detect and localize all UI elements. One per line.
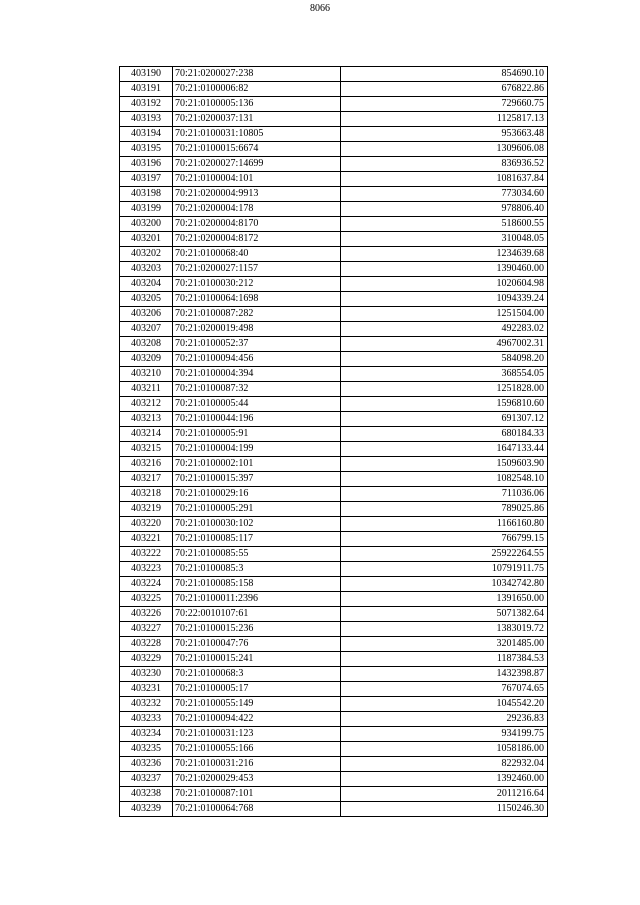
cadastral-code-cell: 70:21:0100055:149 — [173, 697, 341, 712]
table-row — [120, 112, 548, 127]
value-cell: 1392460.00 — [341, 772, 548, 787]
table-row — [120, 352, 548, 367]
value-cell: 29236.83 — [341, 712, 548, 727]
row-id-cell: 403200 — [120, 217, 173, 232]
table-row — [120, 232, 548, 247]
row-id-cell: 403219 — [120, 502, 173, 517]
table-body — [120, 67, 548, 817]
cadastral-code-cell: 70:21:0100085:3 — [173, 562, 341, 577]
row-id-cell: 403202 — [120, 247, 173, 262]
cadastral-code-cell: 70:21:0200004:8172 — [173, 232, 341, 247]
row-id-cell: 403227 — [120, 622, 173, 637]
table-row — [120, 697, 548, 712]
value-cell: 676822.86 — [341, 82, 548, 97]
cadastral-code-cell: 70:21:0200004:9913 — [173, 187, 341, 202]
value-cell: 978806.40 — [341, 202, 548, 217]
row-id-cell: 403192 — [120, 97, 173, 112]
row-id-cell: 403213 — [120, 412, 173, 427]
value-cell: 4967002.31 — [341, 337, 548, 352]
value-cell: 789025.86 — [341, 502, 548, 517]
value-cell: 1166160.80 — [341, 517, 548, 532]
table-row — [120, 292, 548, 307]
row-id-cell: 403236 — [120, 757, 173, 772]
table-row — [120, 277, 548, 292]
table-row — [120, 307, 548, 322]
row-id-cell: 403199 — [120, 202, 173, 217]
value-cell: 1509603.90 — [341, 457, 548, 472]
table-row — [120, 727, 548, 742]
table-row — [120, 577, 548, 592]
row-id-cell: 403209 — [120, 352, 173, 367]
cadastral-code-cell: 70:21:0100064:768 — [173, 802, 341, 817]
row-id-cell: 403225 — [120, 592, 173, 607]
row-id-cell: 403231 — [120, 682, 173, 697]
table-row — [120, 562, 548, 577]
value-cell: 10342742.80 — [341, 577, 548, 592]
table-row — [120, 532, 548, 547]
cadastral-code-cell: 70:21:0100005:17 — [173, 682, 341, 697]
value-cell: 492283.02 — [341, 322, 548, 337]
row-id-cell: 403217 — [120, 472, 173, 487]
table-row — [120, 682, 548, 697]
table-row — [120, 322, 548, 337]
table-row — [120, 67, 548, 82]
value-cell: 518600.55 — [341, 217, 548, 232]
cadastral-code-cell: 70:21:0200027:14699 — [173, 157, 341, 172]
cadastral-code-cell: 70:21:0100094:422 — [173, 712, 341, 727]
table-row — [120, 472, 548, 487]
cadastral-code-cell: 70:21:0100011:2396 — [173, 592, 341, 607]
row-id-cell: 403224 — [120, 577, 173, 592]
row-id-cell: 403222 — [120, 547, 173, 562]
value-cell: 1020604.98 — [341, 277, 548, 292]
value-cell: 1251504.00 — [341, 307, 548, 322]
cadastral-code-cell: 70:21:0100015:241 — [173, 652, 341, 667]
row-id-cell: 403206 — [120, 307, 173, 322]
table-row — [120, 787, 548, 802]
row-id-cell: 403203 — [120, 262, 173, 277]
row-id-cell: 403212 — [120, 397, 173, 412]
cadastral-code-cell: 70:21:0100031:123 — [173, 727, 341, 742]
cadastral-code-cell: 70:21:0100087:32 — [173, 382, 341, 397]
table-row — [120, 622, 548, 637]
value-cell: 1234639.68 — [341, 247, 548, 262]
row-id-cell: 403233 — [120, 712, 173, 727]
value-cell: 3201485.00 — [341, 637, 548, 652]
row-id-cell: 403221 — [120, 532, 173, 547]
row-id-cell: 403195 — [120, 142, 173, 157]
value-cell: 1094339.24 — [341, 292, 548, 307]
value-cell: 1432398.87 — [341, 667, 548, 682]
table-row — [120, 337, 548, 352]
row-id-cell: 403237 — [120, 772, 173, 787]
table-row — [120, 247, 548, 262]
cadastral-code-cell: 70:21:0100004:394 — [173, 367, 341, 382]
table-row — [120, 772, 548, 787]
cadastral-code-cell: 70:21:0100030:212 — [173, 277, 341, 292]
row-id-cell: 403226 — [120, 607, 173, 622]
table-row — [120, 667, 548, 682]
cadastral-code-cell: 70:21:0100085:158 — [173, 577, 341, 592]
cadastral-code-cell: 70:21:0100031:10805 — [173, 127, 341, 142]
cadastral-code-cell: 70:21:0100094:456 — [173, 352, 341, 367]
value-cell: 584098.20 — [341, 352, 548, 367]
cadastral-code-cell: 70:21:0100015:6674 — [173, 142, 341, 157]
page-number: 8066 — [310, 3, 330, 14]
value-cell: 368554.05 — [341, 367, 548, 382]
row-id-cell: 403197 — [120, 172, 173, 187]
table-row — [120, 757, 548, 772]
row-id-cell: 403208 — [120, 337, 173, 352]
table-row — [120, 157, 548, 172]
value-cell: 1251828.00 — [341, 382, 548, 397]
table-row — [120, 442, 548, 457]
cadastral-code-cell: 70:21:0200029:453 — [173, 772, 341, 787]
cadastral-code-cell: 70:21:0100005:44 — [173, 397, 341, 412]
table-row — [120, 142, 548, 157]
row-id-cell: 403223 — [120, 562, 173, 577]
cadastral-code-cell: 70:21:0100068:3 — [173, 667, 341, 682]
table-row — [120, 262, 548, 277]
value-cell: 1058186.00 — [341, 742, 548, 757]
value-cell: 1081637.84 — [341, 172, 548, 187]
table-row — [120, 652, 548, 667]
value-cell: 822932.04 — [341, 757, 548, 772]
value-cell: 766799.15 — [341, 532, 548, 547]
row-id-cell: 403235 — [120, 742, 173, 757]
table-row — [120, 367, 548, 382]
row-id-cell: 403234 — [120, 727, 173, 742]
row-id-cell: 403214 — [120, 427, 173, 442]
value-cell: 711036.06 — [341, 487, 548, 502]
cadastral-code-cell: 70:21:0100004:199 — [173, 442, 341, 457]
value-cell: 767074.65 — [341, 682, 548, 697]
table-row — [120, 97, 548, 112]
value-cell: 1150246.30 — [341, 802, 548, 817]
cadastral-code-cell: 70:21:0100047:76 — [173, 637, 341, 652]
value-cell: 953663.48 — [341, 127, 548, 142]
cadastral-code-cell: 70:21:0100087:282 — [173, 307, 341, 322]
row-id-cell: 403211 — [120, 382, 173, 397]
value-cell: 1082548.10 — [341, 472, 548, 487]
table-row — [120, 592, 548, 607]
row-id-cell: 403220 — [120, 517, 173, 532]
cadastral-code-cell: 70:21:0100006:82 — [173, 82, 341, 97]
table-row — [120, 502, 548, 517]
value-cell: 1647133.44 — [341, 442, 548, 457]
cadastral-code-cell: 70:21:0200004:8170 — [173, 217, 341, 232]
cadastral-code-cell: 70:21:0200004:178 — [173, 202, 341, 217]
value-cell: 729660.75 — [341, 97, 548, 112]
row-id-cell: 403198 — [120, 187, 173, 202]
row-id-cell: 403193 — [120, 112, 173, 127]
cadastral-code-cell: 70:21:0100030:102 — [173, 517, 341, 532]
table-row — [120, 172, 548, 187]
row-id-cell: 403228 — [120, 637, 173, 652]
cadastral-code-cell: 70:21:0200027:238 — [173, 67, 341, 82]
cadastral-code-cell: 70:21:0100005:91 — [173, 427, 341, 442]
table-row — [120, 742, 548, 757]
cadastral-code-cell: 70:21:0200037:131 — [173, 112, 341, 127]
cadastral-code-cell: 70:22:0010107:61 — [173, 607, 341, 622]
data-table — [119, 66, 548, 817]
row-id-cell: 403232 — [120, 697, 173, 712]
row-id-cell: 403194 — [120, 127, 173, 142]
row-id-cell: 403191 — [120, 82, 173, 97]
cadastral-code-cell: 70:21:0100029:16 — [173, 487, 341, 502]
cadastral-code-cell: 70:21:0100068:40 — [173, 247, 341, 262]
cadastral-code-cell: 70:21:0100055:166 — [173, 742, 341, 757]
table-row — [120, 517, 548, 532]
value-cell: 310048.05 — [341, 232, 548, 247]
value-cell: 680184.33 — [341, 427, 548, 442]
value-cell: 836936.52 — [341, 157, 548, 172]
value-cell: 1390460.00 — [341, 262, 548, 277]
cadastral-code-cell: 70:21:0100002:101 — [173, 457, 341, 472]
value-cell: 1187384.53 — [341, 652, 548, 667]
cadastral-code-cell: 70:21:0100087:101 — [173, 787, 341, 802]
row-id-cell: 403216 — [120, 457, 173, 472]
cadastral-code-cell: 70:21:0100015:397 — [173, 472, 341, 487]
row-id-cell: 403210 — [120, 367, 173, 382]
value-cell: 1596810.60 — [341, 397, 548, 412]
row-id-cell: 403201 — [120, 232, 173, 247]
table-row — [120, 382, 548, 397]
table-row — [120, 397, 548, 412]
value-cell: 854690.10 — [341, 67, 548, 82]
value-cell: 934199.75 — [341, 727, 548, 742]
row-id-cell: 403190 — [120, 67, 173, 82]
row-id-cell: 403205 — [120, 292, 173, 307]
value-cell: 1391650.00 — [341, 592, 548, 607]
cadastral-code-cell: 70:21:0200019:498 — [173, 322, 341, 337]
table-row — [120, 187, 548, 202]
cadastral-code-cell: 70:21:0100015:236 — [173, 622, 341, 637]
cadastral-code-cell: 70:21:0200027:1157 — [173, 262, 341, 277]
cadastral-code-cell: 70:21:0100031:216 — [173, 757, 341, 772]
cadastral-code-cell: 70:21:0100064:1698 — [173, 292, 341, 307]
value-cell: 5071382.64 — [341, 607, 548, 622]
cadastral-code-cell: 70:21:0100085:55 — [173, 547, 341, 562]
row-id-cell: 403196 — [120, 157, 173, 172]
table-row — [120, 82, 548, 97]
cadastral-code-cell: 70:21:0100085:117 — [173, 532, 341, 547]
value-cell: 1383019.72 — [341, 622, 548, 637]
table-row — [120, 637, 548, 652]
table-row — [120, 487, 548, 502]
cadastral-code-cell: 70:21:0100044:196 — [173, 412, 341, 427]
table-row — [120, 217, 548, 232]
value-cell: 1045542.20 — [341, 697, 548, 712]
cadastral-code-cell: 70:21:0100005:291 — [173, 502, 341, 517]
value-cell: 773034.60 — [341, 187, 548, 202]
cadastral-code-cell: 70:21:0100004:101 — [173, 172, 341, 187]
table-row — [120, 412, 548, 427]
value-cell: 1309606.08 — [341, 142, 548, 157]
value-cell: 1125817.13 — [341, 112, 548, 127]
row-id-cell: 403218 — [120, 487, 173, 502]
table-row — [120, 202, 548, 217]
row-id-cell: 403207 — [120, 322, 173, 337]
table-row — [120, 802, 548, 817]
value-cell: 691307.12 — [341, 412, 548, 427]
row-id-cell: 403215 — [120, 442, 173, 457]
value-cell: 10791911.75 — [341, 562, 548, 577]
table-row — [120, 547, 548, 562]
cadastral-code-cell: 70:21:0100005:136 — [173, 97, 341, 112]
row-id-cell: 403204 — [120, 277, 173, 292]
row-id-cell: 403229 — [120, 652, 173, 667]
row-id-cell: 403238 — [120, 787, 173, 802]
table-row — [120, 607, 548, 622]
row-id-cell: 403239 — [120, 802, 173, 817]
table-row — [120, 427, 548, 442]
table-row — [120, 127, 548, 142]
cadastral-code-cell: 70:21:0100052:37 — [173, 337, 341, 352]
value-cell: 2011216.64 — [341, 787, 548, 802]
table-row — [120, 457, 548, 472]
value-cell: 25922264.55 — [341, 547, 548, 562]
table-row — [120, 712, 548, 727]
row-id-cell: 403230 — [120, 667, 173, 682]
